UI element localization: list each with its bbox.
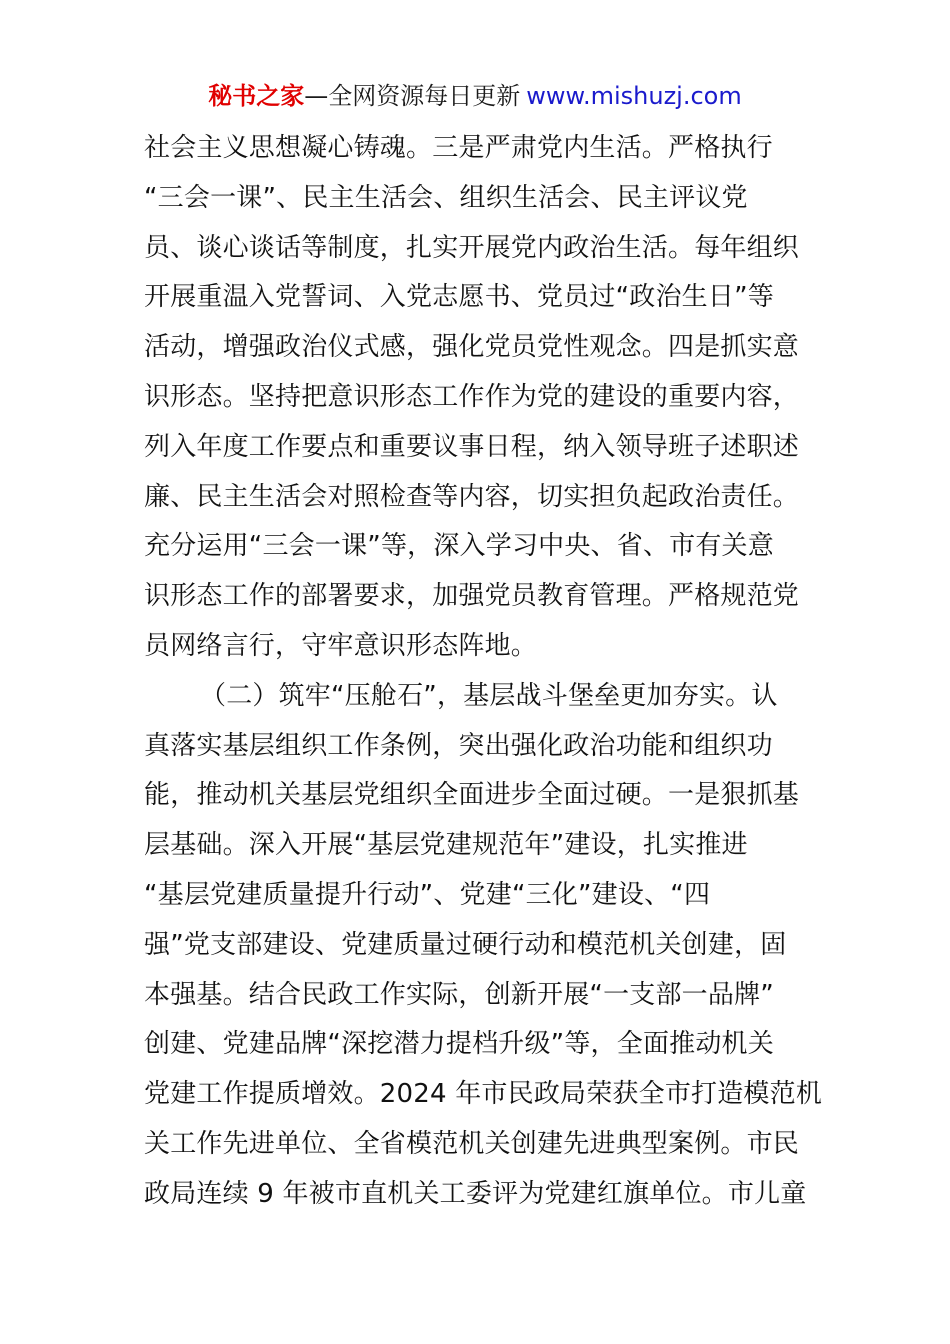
text-line: 强”党支部建设、党建质量过硬行动和模范机关创建，固: [144, 929, 787, 960]
document-body: [144, 124, 823, 1220]
text-line: 识形态工作的部署要求，加强党员教育管理。严格规范党: [144, 581, 800, 612]
text-line: 开展重温入党誓词、入党志愿书、党员过“政治生日”等: [144, 282, 774, 313]
site-url-link[interactable]: www.mishuzj.com: [526, 82, 742, 110]
text-line: 识形态。坚持把意识形态工作作为党的建设的重要内容，: [144, 381, 800, 412]
brand-name: 秘书之家: [208, 82, 305, 110]
text-line: 党建工作提质增效。2024 年市民政局荣获全市打造模范机: [144, 1079, 823, 1110]
text-line: 关工作先进单位、全省模范机关创建先进典型案例。市民: [144, 1128, 800, 1159]
section-heading-line: （二）筑牢“压舱石”，基层战斗堡垒更加夯实。认: [200, 680, 778, 711]
text-line: 本强基。结合民政工作实际，创新开展“一支部一品牌”: [144, 979, 774, 1010]
text-line: 员网络言行，守牢意识形态阵地。: [144, 630, 538, 661]
text-line: 创建、党建品牌“深挖潜力提档升级”等，全面推动机关: [144, 1029, 774, 1060]
text-line: 层基础。深入开展“基层党建规范年”建设，扎实推进: [144, 830, 748, 861]
text-line: 政局连续 9 年被市直机关工委评为党建红旗单位。市儿童: [144, 1178, 807, 1209]
text-line: 活动，增强政治仪式感，强化党员党性观念。四是抓实意: [144, 332, 800, 363]
header-tagline: —全网资源每日更新: [304, 82, 521, 110]
text-line: 充分运用“三会一课”等，深入学习中央、省、市有关意: [144, 531, 774, 562]
text-line: 真落实基层组织工作条例，突出强化政治功能和组织功: [144, 730, 773, 761]
text-line: 列入年度工作要点和重要议事日程，纳入领导班子述职述: [144, 431, 800, 462]
page-header: [0, 80, 950, 112]
text-line: 能，推动机关基层党组织全面进步全面过硬。一是狠抓基: [144, 780, 800, 811]
text-line: 廉、民主生活会对照检查等内容，切实担负起政治责任。: [144, 481, 800, 512]
text-line: “三会一课”、民主生活会、组织生活会、民主评议党: [144, 182, 748, 213]
text-line: 员、谈心谈话等制度，扎实开展党内政治生活。每年组织: [144, 232, 800, 263]
text-line: 社会主义思想凝心铸魂。三是严肃党内生活。严格执行: [144, 133, 773, 163]
text-line: “基层党建质量提升行动”、党建“三化”建设、“四: [144, 879, 711, 910]
